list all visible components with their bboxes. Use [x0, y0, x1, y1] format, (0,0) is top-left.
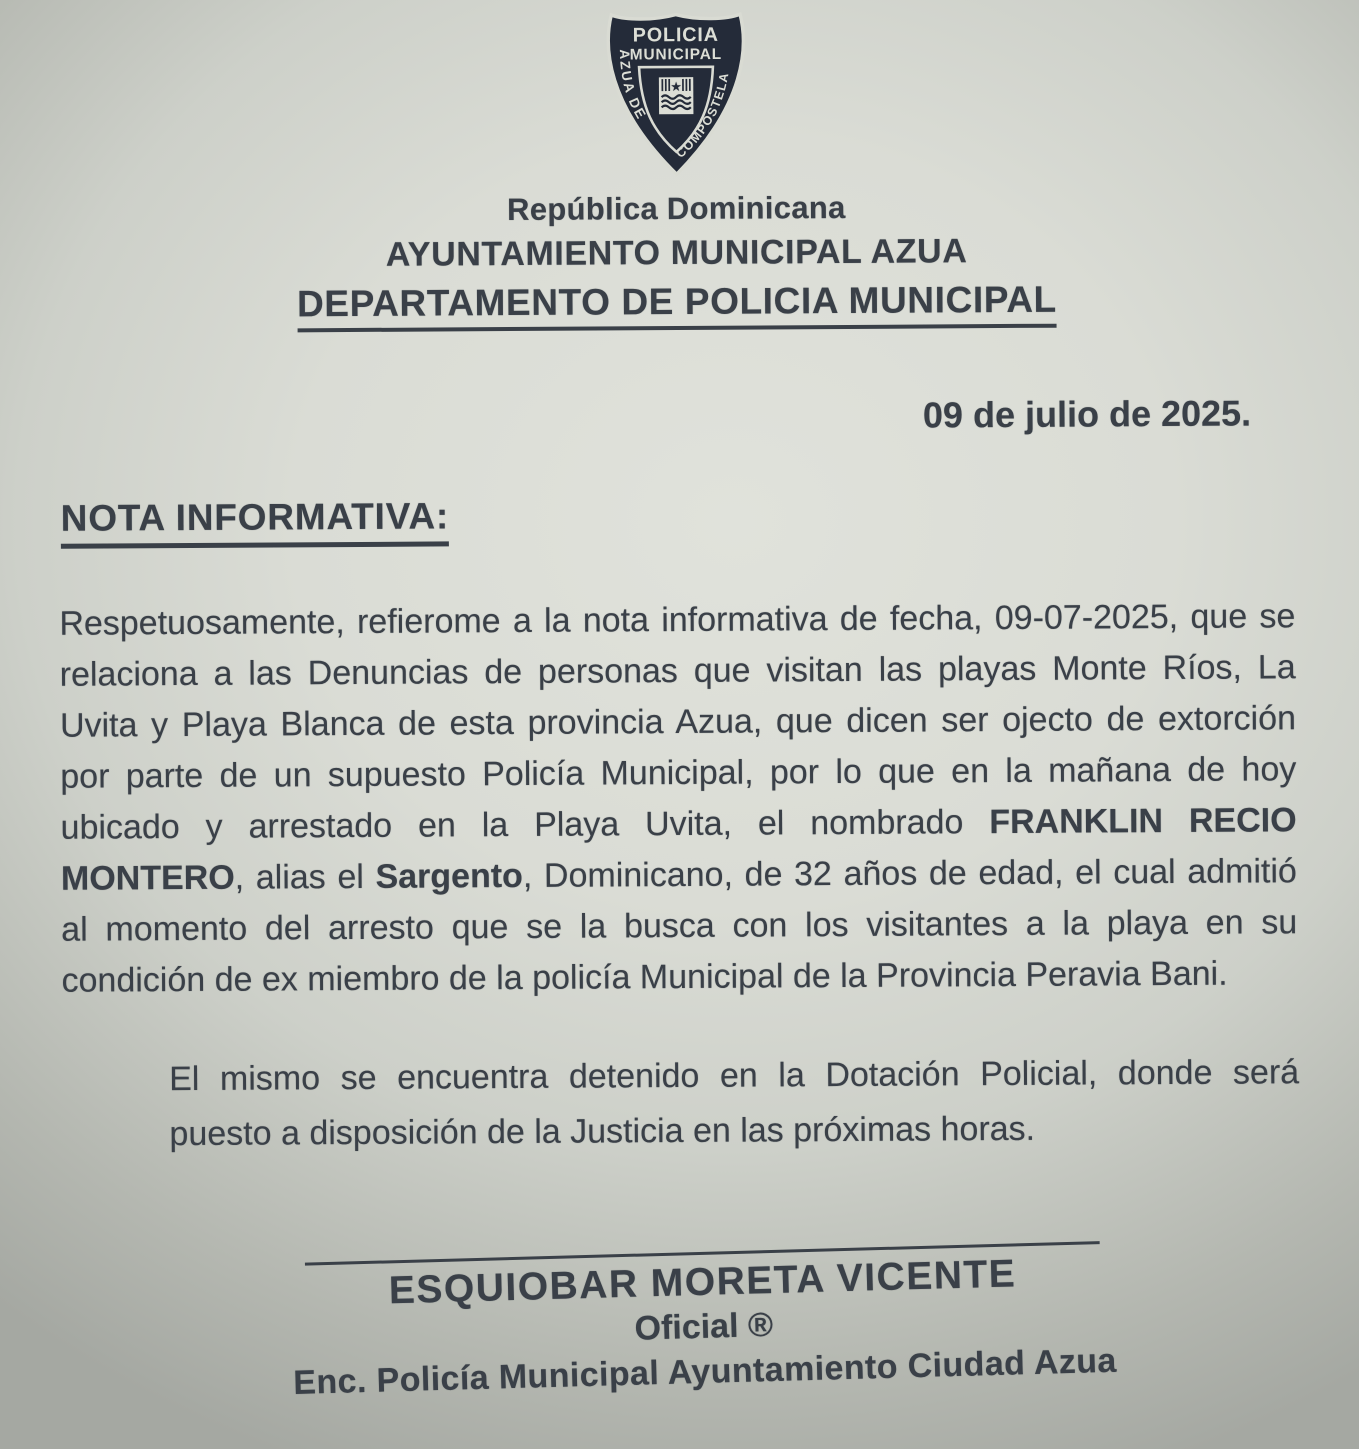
date-line: 09 de julio de 2025. — [922, 392, 1252, 436]
police-shield-icon — [589, 5, 762, 182]
body-paragraph-1: Respetuosamente, refierome a la nota informativa de fecha, 09-07-2025, que se relaciona a las Denuncias de personas que visitan las playas Monte Ríos, La Uvita y Playa Blanca de esta provincia Azua, que dicen ser ojecto de extorción por parte de un supuesto Policía Municipal, por lo que en la mañana de hoy ubicado y arrestado en la Playa Uvita, el nombrado FRANKLIN RECIO MONTERO, alias el Sargento, Dominicano, de 32 años de edad, el cual admitió al momento del arresto que se la busca con los visitantes a la playa en su condición de ex miembro de la policía Municipal de la Provincia Peravia Bani. — [59, 597, 1298, 1000]
badge-star-icon: ★ — [669, 78, 682, 95]
subject-heading: NOTA INFORMATIVA: — [61, 495, 450, 548]
badge-arc-azua-de: AZUA DE — [616, 49, 649, 123]
signature-title: Oficial ® — [634, 1305, 774, 1348]
body-paragraph-2: El mismo se encuentra detenido en la Dotación Policial, donde será puesto a disposición de la Justicia en las próximas horas. — [169, 1053, 1300, 1154]
signature-name: ESQUIOBAR MORETA VICENTE — [388, 1252, 1017, 1313]
letterhead-country: República Dominicana — [507, 189, 846, 228]
signature-role: Enc. Policía Municipal Ayuntamiento Ciudad Azua — [292, 1341, 1118, 1402]
signature-block — [242, 1239, 1165, 1404]
letterhead — [0, 187, 1357, 334]
letterhead-municipality: AYUNTAMIENTO MUNICIPAL AZUA — [385, 232, 968, 274]
letterhead-department: DEPARTAMENTO DE POLICIA MUNICIPAL — [297, 279, 1057, 333]
badge-text-municipal: MUNICIPAL — [629, 45, 722, 64]
police-badge-logo — [0, 2, 1356, 191]
badge-arc-compostela: COMPOSTELA — [672, 70, 732, 161]
badge-text-policia: POLICIA — [632, 23, 719, 47]
